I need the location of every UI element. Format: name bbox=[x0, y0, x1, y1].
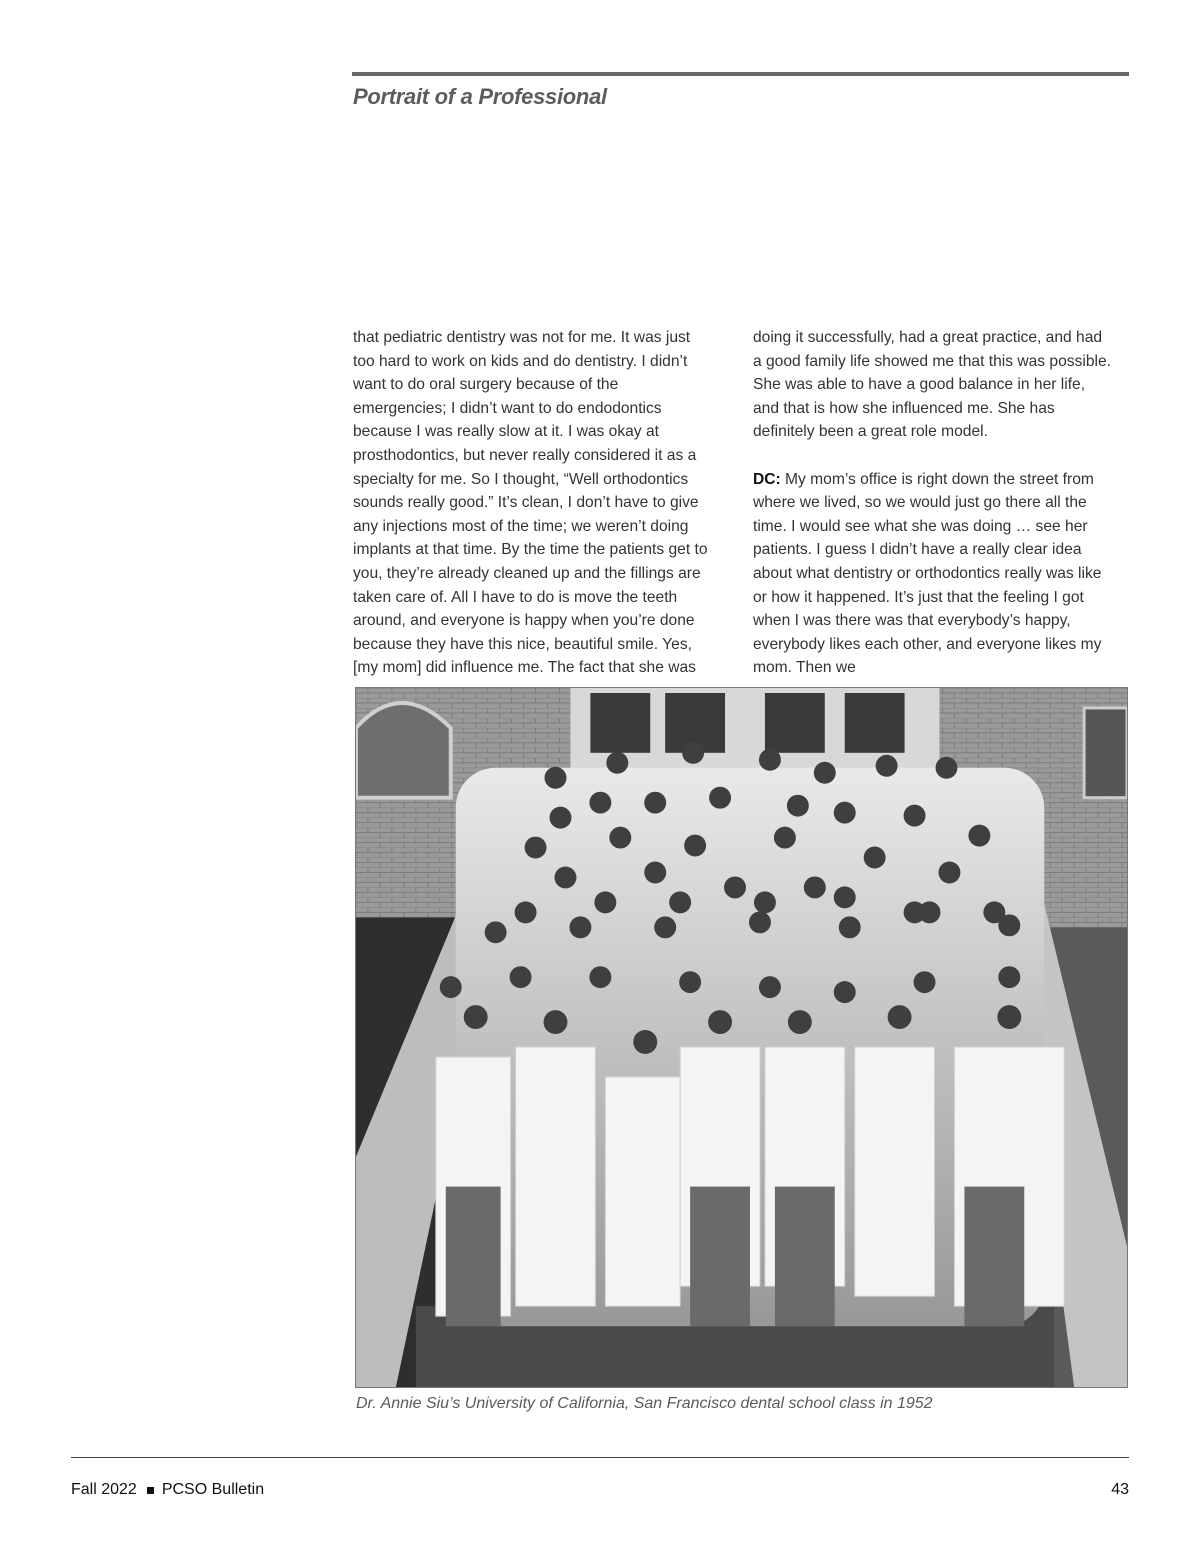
paragraph-text: My mom’s office is right down the street from where we lived, so we would just go there all the time. I would see what she was doing … see her patients. I guess I didn’t have a really clear idea about what dentistry or orthodontics really was like or how it happened. It’s just that the feeling I got when I was there was that everybody’s happy, everybody likes each other, and everyone likes my mom. Then we bbox=[753, 470, 1102, 677]
issue-label: Fall 2022 bbox=[71, 1481, 137, 1498]
photo-caption: Dr. Annie Siu’s University of California, San Francisco dental school class in 1952 bbox=[356, 1395, 933, 1412]
article-column-left bbox=[353, 326, 715, 680]
article-column-right bbox=[753, 326, 1115, 680]
page-number: 43 bbox=[1111, 1481, 1129, 1498]
square-bullet-icon bbox=[147, 1487, 154, 1494]
footer-rule bbox=[71, 1457, 1129, 1458]
speaker-label: DC: bbox=[753, 470, 781, 488]
section-title: Portrait of a Professional bbox=[353, 84, 607, 109]
article-paragraph: doing it successfully, had a great practice, and had a good family life showed me that this was possible. She was able to have a good balance in her life, and that is how she influenced me. She has definitely been a great role model. bbox=[753, 329, 1111, 441]
class-photo-image bbox=[356, 688, 1127, 1387]
article-paragraph: that pediatric dentistry was not for me. It was just too hard to work on kids and do dentistry. I didn’t want to do oral surgery because of the emergencies; I didn’t want to do endodontics because I was really slow at it. I was okay at prosthodontics, but never really considered it as a specialty for me. So I thought, “Well orthodontics sounds really good.” It’s clean, I don’t have to give any injections most of the time; we weren’t doing implants at that time. By the time the patients get to you, they’re already cleaned up and the fillings are taken care of. All I have to do is move the teeth around, and everyone is happy when you’re done because they have this nice, beautiful smile. Yes, [my mom] did influence me. The fact that she was bbox=[353, 329, 708, 677]
footer-issue-info bbox=[71, 1481, 264, 1499]
header-rule bbox=[352, 72, 1129, 76]
class-photo bbox=[355, 687, 1128, 1388]
article-paragraph bbox=[753, 468, 1115, 680]
publication-name: PCSO Bulletin bbox=[161, 1481, 265, 1498]
